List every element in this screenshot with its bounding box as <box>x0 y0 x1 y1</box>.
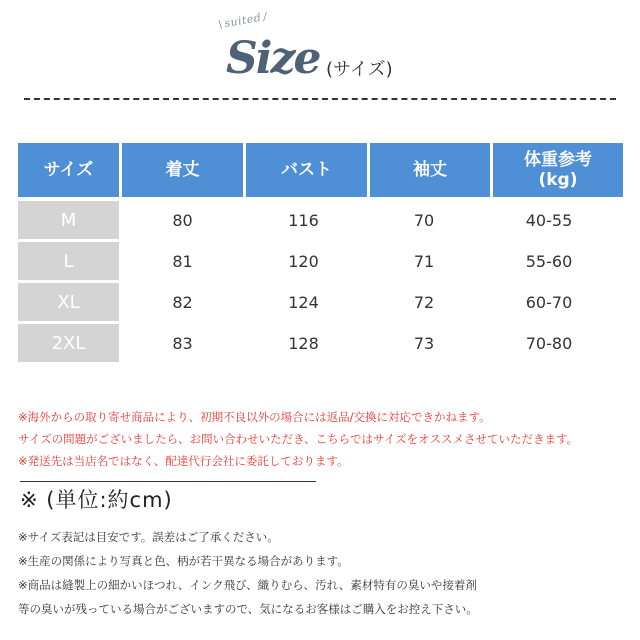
sleeve-cell: 70 <box>413 211 435 230</box>
unit-title: ※ (単位:約cm) <box>20 488 173 512</box>
header-weight-label: 体重参考 (kg) <box>524 150 592 190</box>
note-line: ※商品は縫製上の細かいほつれ、インク飛び、織りむら、汚れ、素材特有の臭いや接着剤 <box>18 578 477 592</box>
notice-line: サイズの問題がございましたら、お問い合わせいただき、こちらではサイズをオススメさせていただきます。 <box>18 432 579 446</box>
table-row <box>18 200 623 241</box>
weight-cell: 60-70 <box>525 293 573 312</box>
size-label-cell: M <box>18 201 119 239</box>
notice-line: ※海外からの取り寄せ商品により、初期不良以外の場合には返品/交換に対応できかねます。 <box>18 410 491 424</box>
sleeve-cell: 71 <box>413 252 435 271</box>
size-label-cell: 2XL <box>18 324 119 362</box>
header-cell-length: 着丈 <box>122 143 243 197</box>
header-cell-weight <box>493 143 623 197</box>
length-cell: 82 <box>172 293 193 312</box>
notes-block <box>18 525 623 621</box>
bust-cell: 128 <box>288 334 319 353</box>
header-cell-sleeve: 袖丈 <box>370 143 490 197</box>
size-label-cell: L <box>18 242 119 280</box>
length-cell: 81 <box>172 252 193 271</box>
dashed-divider <box>24 98 616 100</box>
weight-cell: 55-60 <box>525 252 573 271</box>
length-cell: 83 <box>172 334 193 353</box>
unit-divider <box>20 481 316 482</box>
table-row <box>18 323 623 364</box>
size-subtitle: (サイズ) <box>326 59 393 80</box>
table-row <box>18 282 623 323</box>
suited-tagline: \ suited / <box>217 10 268 31</box>
weight-cell: 70-80 <box>525 334 573 353</box>
note-line: 等の臭いが残っている場合がございますので、気になるお客様はご購入をお控え下さい。 <box>18 602 478 616</box>
bust-cell: 124 <box>288 293 319 312</box>
size-title: Size <box>226 33 320 84</box>
table-row <box>18 241 623 282</box>
bust-cell: 116 <box>288 211 319 230</box>
header <box>0 0 640 100</box>
bust-cell: 120 <box>288 252 319 271</box>
red-notice-block <box>18 406 623 472</box>
note-line: ※生産の関係により写真と色、柄が若干異なる場合があります。 <box>18 554 349 568</box>
table-header-row <box>18 143 623 197</box>
size-table <box>18 143 623 364</box>
sleeve-cell: 72 <box>413 293 435 312</box>
size-label-cell: XL <box>18 283 119 321</box>
sleeve-cell: 73 <box>413 334 435 353</box>
header-cell-size: サイズ <box>18 143 119 197</box>
weight-cell: 40-55 <box>525 211 573 230</box>
header-cell-bust: バスト <box>246 143 367 197</box>
note-line: ※サイズ表記は目安です。誤差はご了承ください。 <box>18 530 279 544</box>
length-cell: 80 <box>172 211 193 230</box>
notice-line: ※発送先は当店名ではなく、配達代行会社に委託しております。 <box>18 454 349 468</box>
